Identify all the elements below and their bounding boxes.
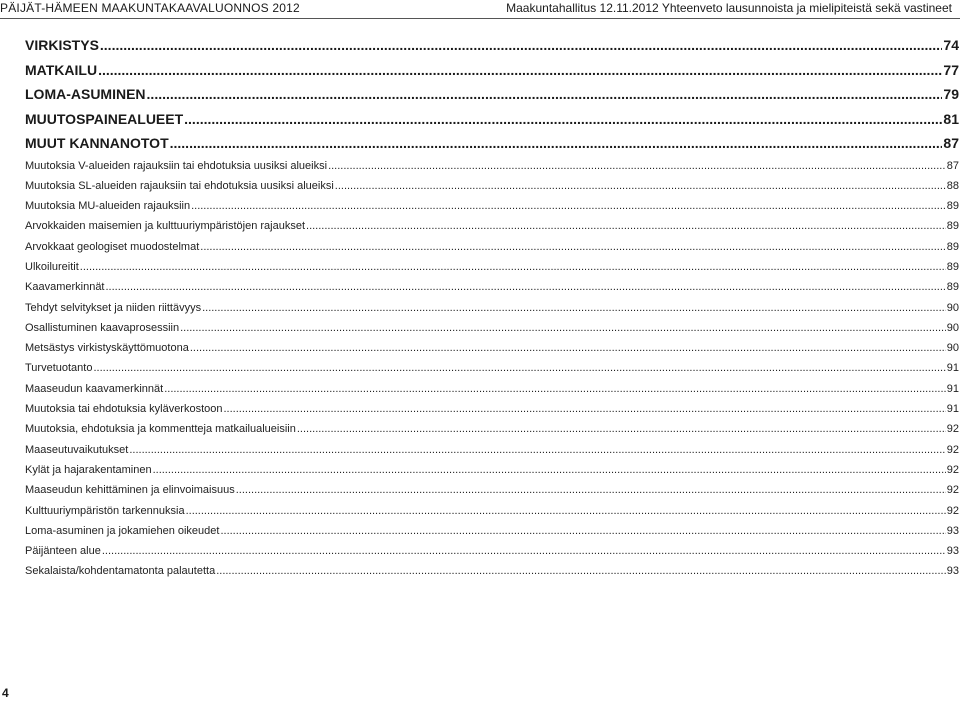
page-header xyxy=(0,0,960,19)
toc-entry-title: Tehdyt selvitykset ja niiden riittävyys xyxy=(25,301,202,314)
toc-entry-page: 91 xyxy=(946,382,959,395)
toc-entry-title: Maaseudun kehittäminen ja elinvoimaisuus xyxy=(25,484,235,497)
toc-entry-title: Ulkoilureitit xyxy=(25,260,79,273)
toc-leader-dots xyxy=(224,403,946,415)
toc-entry-title: Sekalaista/kohdentamatonta palautetta xyxy=(25,565,216,578)
toc-subentry[interactable] xyxy=(25,423,959,443)
toc-entry-title: Turvetuotanto xyxy=(25,362,93,375)
toc-entry-title: VIRKISTYS xyxy=(25,37,99,53)
toc-subentry[interactable] xyxy=(25,261,959,281)
toc-leader-dots xyxy=(153,464,946,476)
toc-entry-page: 81 xyxy=(943,110,959,127)
toc-leader-dots xyxy=(297,423,946,435)
toc-entry-page: 93 xyxy=(946,565,959,578)
toc-entry-title: Maaseudun kaavamerkinnät xyxy=(25,382,164,395)
toc-subentry[interactable] xyxy=(25,403,959,423)
toc-subentry[interactable] xyxy=(25,362,959,382)
toc-leader-dots xyxy=(328,160,946,172)
toc-entry-title: Päijänteen alue xyxy=(25,545,101,558)
toc-leader-dots xyxy=(106,281,946,293)
page-number: 4 xyxy=(2,686,9,700)
toc-subentry[interactable] xyxy=(25,281,959,301)
toc-leader-dots xyxy=(186,505,946,517)
toc-leader-dots xyxy=(180,322,946,334)
toc-entry-title: Muutoksia MU-alueiden rajauksiin xyxy=(25,200,191,213)
toc-entry-title: Loma-asuminen ja jokamiehen oikeudet xyxy=(25,524,220,537)
toc-leader-dots xyxy=(202,302,946,314)
toc-entry-page: 89 xyxy=(946,220,959,233)
toc-leader-dots xyxy=(93,362,945,374)
toc-leader-dots xyxy=(164,383,946,395)
toc-entry-title: Muutoksia tai ehdotuksia kyläverkostoon xyxy=(25,403,223,416)
toc-entry-page: 89 xyxy=(946,200,959,213)
toc-entry-title: MUUT KANNANOTOT xyxy=(25,135,169,151)
toc-entry-muut-kannanotot[interactable] xyxy=(25,135,959,160)
toc-entry-title: Arvokkaiden maisemien ja kulttuuriympäristöjen rajaukset xyxy=(25,220,306,233)
toc-entry-title: Kulttuuriympäristön tarkennuksia xyxy=(25,504,185,517)
toc-entry-page: 87 xyxy=(946,159,959,172)
toc-entry-loma-asuminen[interactable] xyxy=(25,86,959,111)
toc-leader-dots xyxy=(170,135,943,151)
header-document-title: PÄIJÄT-HÄMEEN MAAKUNTAKAAVALUONNOS 2012 xyxy=(0,1,300,15)
toc-subentries xyxy=(25,160,959,586)
toc-entry-title: Kylät ja hajarakentaminen xyxy=(25,463,152,476)
toc-subentry[interactable] xyxy=(25,525,959,545)
toc-leader-dots xyxy=(220,525,945,537)
toc-leader-dots xyxy=(200,241,945,253)
toc-subentry[interactable] xyxy=(25,342,959,362)
toc-leader-dots xyxy=(100,37,943,53)
toc-subentry[interactable] xyxy=(25,180,959,200)
toc-entry-page: 93 xyxy=(946,545,959,558)
toc-leader-dots xyxy=(80,261,946,273)
toc-leader-dots xyxy=(129,444,945,456)
toc-subentry[interactable] xyxy=(25,505,959,525)
toc-subentry[interactable] xyxy=(25,383,959,403)
toc-subentry[interactable] xyxy=(25,302,959,322)
toc-entry-page: 92 xyxy=(946,423,959,436)
toc-subentry[interactable] xyxy=(25,464,959,484)
toc-subentry[interactable] xyxy=(25,565,959,585)
toc-subentry[interactable] xyxy=(25,545,959,565)
toc-entry-title: Muutoksia, ehdotuksia ja kommentteja matkailualueisiin xyxy=(25,423,296,436)
toc-entry-title: MUUTOSPAINEALUEET xyxy=(25,110,184,127)
toc-entry-page: 92 xyxy=(946,443,959,456)
toc-leader-dots xyxy=(184,111,942,127)
toc-entry-page: 92 xyxy=(946,463,959,476)
toc-leader-dots xyxy=(335,180,946,192)
toc-subentry[interactable] xyxy=(25,241,959,261)
toc-entry-page: 91 xyxy=(946,403,959,416)
header-document-subtitle: Maakuntahallitus 12.11.2012 Yhteenveto lausunnoista ja mielipiteistä sekä vastineet xyxy=(506,1,952,15)
toc-leader-dots xyxy=(191,200,946,212)
toc-entry-page: 90 xyxy=(946,321,959,334)
toc-entry-title: Muutoksia V-alueiden rajauksiin tai ehdotuksia uusiksi alueiksi xyxy=(25,159,328,172)
toc-leader-dots xyxy=(102,545,946,557)
toc-entry-title: Arvokkaat geologiset muodostelmat xyxy=(25,240,200,253)
toc-entry-title: Maaseutuvaikutukset xyxy=(25,443,129,456)
toc-subentry[interactable] xyxy=(25,200,959,220)
toc-leader-dots xyxy=(216,565,946,577)
toc-entry-title: Kaavamerkinnät xyxy=(25,281,105,294)
toc-entry-page: 92 xyxy=(946,504,959,517)
toc-entry-title: Muutoksia SL-alueiden rajauksiin tai ehdotuksia uusiksi alueiksi xyxy=(25,179,334,192)
toc-entry-title: LOMA-ASUMINEN xyxy=(25,86,146,102)
toc-entry-title: MATKAILU xyxy=(25,61,98,78)
toc-entry-page: 89 xyxy=(946,240,959,253)
toc-entry-page: 88 xyxy=(946,179,959,192)
toc-subentry[interactable] xyxy=(25,220,959,240)
toc-entry-title: Metsästys virkistyskäyttömuotona xyxy=(25,342,189,355)
toc-entry-matkailu[interactable] xyxy=(25,62,959,87)
toc-entry-page: 79 xyxy=(943,86,959,102)
toc-subentry[interactable] xyxy=(25,160,959,180)
toc-entry-page: 90 xyxy=(946,342,959,355)
toc-entry-page: 74 xyxy=(943,37,959,53)
toc-entry-page: 90 xyxy=(946,301,959,314)
table-of-contents xyxy=(25,37,959,586)
toc-entry-page: 92 xyxy=(946,484,959,497)
toc-leader-dots xyxy=(306,220,946,232)
toc-subentry[interactable] xyxy=(25,322,959,342)
toc-subentry[interactable] xyxy=(25,444,959,464)
toc-entry-page: 93 xyxy=(946,524,959,537)
toc-leader-dots xyxy=(190,342,946,354)
toc-entry-page: 91 xyxy=(946,362,959,375)
toc-leader-dots xyxy=(98,62,942,78)
toc-entry-page: 87 xyxy=(943,135,959,151)
toc-leader-dots xyxy=(236,484,946,496)
toc-entry-muutospainealueet[interactable] xyxy=(25,111,959,136)
toc-entry-virkistys[interactable] xyxy=(25,37,959,62)
toc-entry-page: 89 xyxy=(946,260,959,273)
toc-subentry[interactable] xyxy=(25,484,959,504)
toc-entry-title: Osallistuminen kaavaprosessiin xyxy=(25,321,180,334)
toc-entry-page: 77 xyxy=(943,61,959,78)
toc-entry-page: 89 xyxy=(946,281,959,294)
toc-leader-dots xyxy=(147,86,943,102)
